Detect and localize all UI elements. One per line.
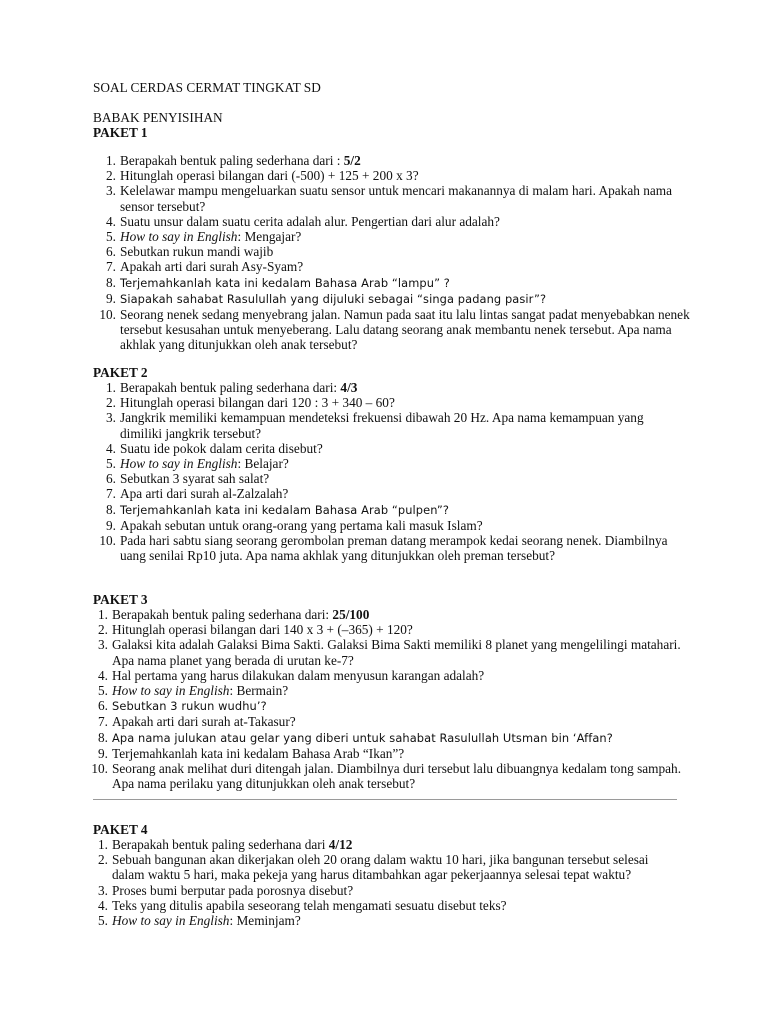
- question-item: [98, 637, 684, 668]
- question-number: 5.: [98, 913, 108, 929]
- question-item: [106, 410, 680, 441]
- italic-phrase: How to say in English: [120, 456, 238, 472]
- question-number: 8.: [106, 501, 116, 517]
- question-text: [112, 714, 684, 729]
- question-text: [120, 471, 680, 486]
- question-number: 5.: [106, 456, 116, 472]
- question-item: [106, 517, 680, 533]
- question-fragment: Seorang nenek sedang menyebrang jalan. Namun pada saat itu lalu lintas sangat padat menyebabkan nenek tersebut kesusahan untuk menyeberang. Lalu datang seorang anak membantu nenek tersebut. Apa nama akhlak yang ditunjukkan oleh anak tersebut?: [120, 307, 690, 353]
- question-number: 1.: [106, 153, 116, 168]
- question-text: [120, 153, 692, 168]
- question-fragment: : Bermain?: [229, 683, 289, 699]
- question-number: 4.: [98, 897, 108, 913]
- question-item: [106, 290, 692, 307]
- question-number: 10.: [99, 307, 116, 323]
- question-fragment: Jangkrik memiliki kemampuan mendeteksi frekuensi dibawah 20 Hz. Apa nama kemampuan yang dimiliki jangkrik tersebut?: [120, 410, 644, 441]
- question-fragment: Seorang anak melihat duri ditengah jalan. Diambilnya duri tersebut lalu dibuangnya kedalam tong sampah. Apa nama perilaku yang ditunjukkan oleh anak tersebut?: [112, 761, 682, 792]
- question-text: [120, 275, 692, 291]
- question-number: 8.: [106, 274, 116, 290]
- question-item: [99, 533, 680, 564]
- packet-4-title: PAKET 4: [93, 822, 148, 837]
- question-text: [112, 607, 684, 622]
- question-fragment: Hitunglah operasi bilangan dari (-500) + 125 + 200 x 3?: [120, 168, 419, 184]
- question-item: [106, 440, 680, 456]
- question-text: [112, 668, 684, 683]
- question-fragment: Sebutkan rukun mandi wajib: [120, 244, 274, 260]
- question-item: [98, 837, 684, 852]
- question-item: [98, 913, 684, 929]
- question-item: [98, 607, 684, 622]
- question-fragment: Kelelawar mampu mengeluarkan suatu sensor untuk mencari makanannya di malam hari. Apakah nama sensor tersebut?: [120, 183, 672, 214]
- question-item: [98, 852, 684, 883]
- question-text: [120, 533, 680, 563]
- question-item: [99, 307, 692, 353]
- question-text: [112, 913, 684, 928]
- question-text: [120, 502, 680, 518]
- answer-key: 25/100: [332, 607, 370, 622]
- question-text: [120, 214, 692, 229]
- question-fragment: Apakah sebutan untuk orang-orang yang pertama kali masuk Islam?: [120, 517, 483, 533]
- question-item: [106, 244, 692, 260]
- question-fragment: Sebutkan 3 syarat sah salat?: [120, 471, 270, 487]
- question-text: [112, 837, 684, 852]
- question-fragment: Hitunglah operasi bilangan dari 120 : 3 + 340 – 60?: [120, 395, 395, 411]
- question-text: [112, 761, 684, 791]
- question-item: [106, 380, 680, 395]
- question-number: 9.: [106, 517, 116, 533]
- question-text: [112, 698, 684, 714]
- question-text: [120, 380, 680, 395]
- question-item: [98, 882, 684, 898]
- question-text: [120, 229, 692, 244]
- question-item: [106, 229, 692, 245]
- answer-key: 4/12: [328, 837, 353, 852]
- question-fragment: Apa nama julukan atau gelar yang diberi untuk sahabat Rasulullah Utsman bin ‘Affan?: [112, 730, 613, 745]
- section-divider: [93, 799, 677, 800]
- question-number: 2.: [98, 852, 108, 868]
- question-text: [112, 683, 684, 698]
- question-number: 2.: [98, 622, 108, 638]
- question-text: [112, 852, 684, 882]
- question-number: 9.: [98, 745, 108, 761]
- question-fragment: Terjemahkanlah kata ini kedalam Bahasa Arab “Ikan”?: [112, 745, 405, 761]
- italic-phrase: How to say in English: [120, 229, 238, 245]
- question-number: 6.: [98, 698, 108, 714]
- question-text: [120, 410, 680, 440]
- question-text: [120, 168, 692, 183]
- question-item: [106, 456, 680, 472]
- question-item: [106, 471, 680, 487]
- packet-2-questions: [99, 380, 680, 564]
- question-fragment: Terjemahkanlah kata ini kedalam Bahasa Arab “pulpen”?: [120, 502, 450, 517]
- question-fragment: Terjemahkanlah kata ini kedalam Bahasa Arab “lampu” ?: [120, 275, 450, 290]
- question-fragment: Suatu unsur dalam suatu cerita adalah alur. Pengertian dari alur adalah?: [120, 213, 500, 229]
- question-text: [120, 244, 692, 259]
- question-item: [106, 259, 692, 275]
- packet-1-questions: [99, 153, 692, 353]
- answer-key: 5/2: [343, 153, 361, 168]
- question-fragment: Berapakah bentuk paling sederhana dari :: [120, 153, 344, 168]
- packet-2-title: PAKET 2: [93, 365, 148, 380]
- question-text: [120, 518, 680, 533]
- question-fragment: Teks yang ditulis apabila seseorang telah mengamati sesuatu disebut teks?: [112, 897, 507, 913]
- question-number: 2.: [106, 395, 116, 411]
- question-fragment: : Mengajar?: [237, 229, 302, 245]
- packet-3-title: PAKET 3: [93, 592, 148, 607]
- question-fragment: Pada hari sabtu siang seorang gerombolan preman datang merampok kedai seorang nenek. Diambilnya uang senilai Rp10 juta. Apa nama akhlak yang ditunjukkan oleh preman tersebut?: [120, 533, 668, 564]
- question-text: [120, 486, 680, 501]
- question-number: 9.: [106, 290, 116, 306]
- question-item: [106, 486, 680, 502]
- question-text: [112, 730, 684, 746]
- question-number: 6.: [106, 471, 116, 487]
- question-fragment: : Meminjam?: [229, 913, 301, 929]
- question-number: 4.: [106, 440, 116, 456]
- question-number: 3.: [98, 882, 108, 898]
- question-number: 8.: [98, 729, 108, 745]
- question-fragment: Berapakah bentuk paling sederhana dari:: [120, 380, 341, 395]
- question-text: [120, 291, 692, 307]
- question-item: [98, 714, 684, 730]
- packet-4-questions: [98, 837, 684, 929]
- stage-title-text: BABAK PENYISIHAN: [93, 110, 223, 125]
- question-text: [112, 622, 684, 637]
- question-item: [98, 622, 684, 638]
- question-item: [98, 745, 684, 761]
- question-item: [106, 395, 680, 411]
- question-text: [120, 259, 692, 274]
- question-item: [106, 213, 692, 229]
- question-item: [98, 667, 684, 683]
- italic-phrase: How to say in English: [112, 913, 230, 929]
- stage-title: [93, 110, 223, 126]
- question-item: [106, 183, 692, 214]
- packet-3-questions: [91, 607, 684, 792]
- question-number: 7.: [106, 259, 116, 275]
- italic-phrase: How to say in English: [112, 683, 230, 699]
- question-number: 2.: [106, 168, 116, 184]
- question-fragment: Apakah arti dari surah at-Takasur?: [112, 714, 296, 730]
- question-text: [112, 898, 684, 913]
- question-item: [98, 897, 684, 913]
- question-fragment: Proses bumi berputar pada porosnya disebut?: [112, 882, 354, 898]
- question-fragment: Suatu ide pokok dalam cerita disebut?: [120, 440, 323, 456]
- question-fragment: Hal pertama yang harus dilakukan dalam menyusun karangan adalah?: [112, 667, 485, 683]
- question-item: [98, 683, 684, 699]
- question-fragment: Galaksi kita adalah Galaksi Bima Sakti. Galaksi Bima Sakti memiliki 8 planet yang mengelilingi matahari. Apa nama planet yang berada di urutan ke-7?: [112, 637, 681, 668]
- question-item: [98, 729, 684, 746]
- question-number: 5.: [98, 683, 108, 699]
- question-fragment: Berapakah bentuk paling sederhana dari: [112, 837, 329, 852]
- question-fragment: Siapakah sahabat Rasulullah yang dijuluki sebagai “singa padang pasir”?: [120, 291, 547, 306]
- question-text: [120, 395, 680, 410]
- question-number: 3.: [106, 410, 116, 426]
- answer-key: 4/3: [340, 380, 358, 395]
- document-title: SOAL CERDAS CERMAT TINGKAT SD: [93, 80, 321, 95]
- question-number: 6.: [106, 244, 116, 260]
- question-item: [106, 501, 680, 518]
- question-text: [120, 183, 692, 213]
- question-number: 4.: [106, 213, 116, 229]
- question-number: 7.: [98, 714, 108, 730]
- question-fragment: : Belajar?: [237, 456, 289, 472]
- question-fragment: Berapakah bentuk paling sederhana dari:: [112, 607, 333, 622]
- packet-1-title: PAKET 1: [93, 125, 148, 140]
- question-item: [106, 168, 692, 184]
- question-number: 10.: [91, 761, 108, 777]
- question-text: [112, 637, 684, 667]
- question-number: 1.: [106, 380, 116, 395]
- question-item: [106, 153, 692, 168]
- question-number: 7.: [106, 486, 116, 502]
- question-item: [106, 274, 692, 291]
- question-number: 4.: [98, 667, 108, 683]
- question-number: 1.: [98, 607, 108, 622]
- question-fragment: Apakah arti dari surah Asy-Syam?: [120, 259, 304, 275]
- question-number: 3.: [106, 183, 116, 199]
- question-number: 10.: [99, 533, 116, 549]
- question-text: [120, 307, 692, 353]
- question-text: [120, 456, 680, 471]
- question-number: 5.: [106, 229, 116, 245]
- question-fragment: Apa arti dari surah al-Zalzalah?: [120, 486, 289, 502]
- question-text: [112, 883, 684, 898]
- question-number: 3.: [98, 637, 108, 653]
- question-number: 1.: [98, 837, 108, 852]
- question-fragment: Sebutkan 3 rukun wudhu’?: [112, 699, 267, 714]
- question-item: [91, 761, 684, 792]
- question-item: [98, 698, 684, 714]
- question-text: [112, 746, 684, 761]
- question-fragment: Sebuah bangunan akan dikerjakan oleh 20 orang dalam waktu 10 hari, jika bangunan tersebut selesai dalam waktu 5 hari, maka pekeja yang harus ditambahkan agar pekerjaannya selesai tepat waktu?: [112, 852, 649, 883]
- question-text: [120, 441, 680, 456]
- question-fragment: Hitunglah operasi bilangan dari 140 x 3 + (–365) + 120?: [112, 622, 413, 638]
